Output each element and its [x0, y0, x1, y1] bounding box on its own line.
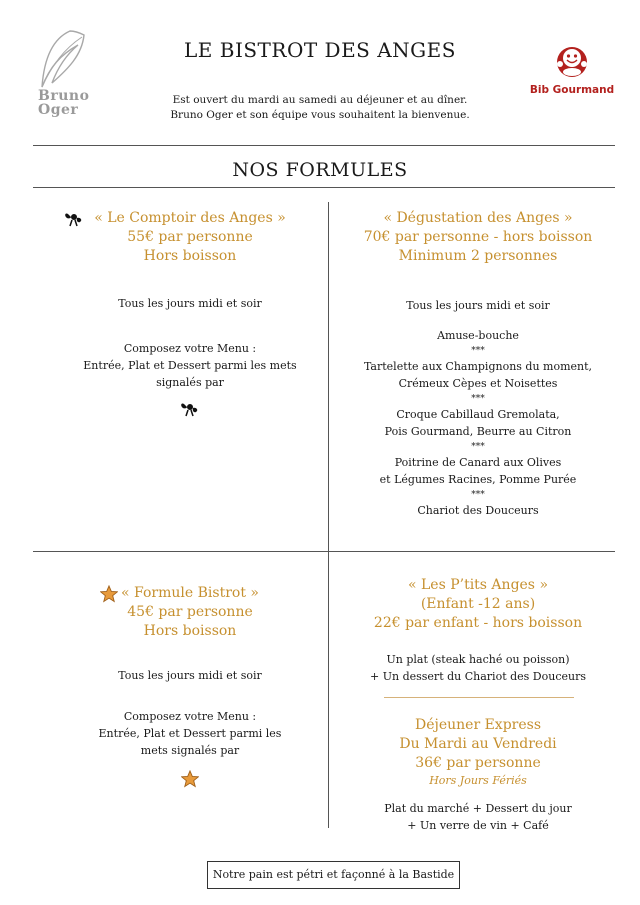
star-icon — [100, 585, 118, 603]
degustation-schedule: Tous les jours midi et soir — [406, 299, 550, 312]
course-3-line-1: Croque Cabillaud Gremolata, — [396, 408, 560, 421]
star-icon — [181, 770, 199, 788]
bib-gourmand-label: Bib Gourmand — [529, 84, 615, 96]
bistrot-name: « Formule Bistrot » — [121, 585, 259, 601]
bistrot-schedule: Tous les jours midi et soir — [118, 669, 262, 682]
comptoir-compose-line-1: Composez votre Menu : — [123, 342, 257, 355]
bistrot-marker — [40, 770, 340, 793]
course-separator: *** — [471, 394, 485, 404]
express-days: Du Mardi au Vendredi — [399, 736, 557, 752]
bistrot-compose — [40, 708, 340, 759]
section-title: NOS FORMULES — [232, 159, 408, 181]
course-2-line-1: Tartelette aux Champignons du moment, — [363, 360, 593, 373]
comptoir-compose — [40, 340, 340, 391]
express-desc-line-2: + Un verre de vin + Café — [407, 819, 549, 832]
bib-gourmand-badge — [522, 42, 622, 102]
express-name: Déjeuner Express — [414, 717, 542, 733]
restaurant-title: LE BISTROT DES ANGES — [184, 38, 456, 62]
formula-express — [330, 716, 626, 834]
formula-degustation — [330, 209, 626, 519]
comptoir-title-row — [40, 209, 340, 228]
course-4-line-1: Poitrine de Canard aux Olives — [394, 456, 562, 469]
course-3-line-2: Pois Gourmand, Beurre au Citron — [384, 425, 572, 438]
ptits-age: (Enfant -12 ans) — [420, 596, 536, 612]
rule-top — [33, 145, 615, 146]
degustation-courses — [330, 327, 626, 519]
course-1: Amuse-bouche — [437, 329, 519, 342]
formula-ptits-anges — [330, 576, 626, 685]
intro-line-1: Est ouvert du mardi au samedi au déjeuner et au dîner. — [172, 94, 468, 106]
ptits-name: « Les P’tits Anges » — [407, 577, 549, 593]
ptits-desc-line-1: Un plat (steak haché ou poisson) — [386, 653, 570, 666]
bread-note-box — [207, 861, 460, 889]
course-4-line-2: et Légumes Racines, Pomme Purée — [379, 473, 577, 486]
comptoir-schedule: Tous les jours midi et soir — [118, 297, 262, 310]
intro-text — [150, 93, 490, 123]
ptits-price: 22€ par enfant - hors boisson — [373, 615, 583, 631]
ptits-desc — [330, 651, 626, 685]
comptoir-marker — [40, 400, 340, 423]
bruno-oger-logo — [30, 25, 100, 125]
cherub-icon — [180, 400, 200, 418]
bistrot-compose-line-1: Composez votre Menu : — [123, 710, 257, 723]
formula-comptoir — [40, 209, 340, 423]
degustation-name: « Dégustation des Anges » — [383, 210, 573, 226]
express-price: 36€ par personne — [415, 755, 541, 771]
course-separator: *** — [471, 490, 485, 500]
feather-logo-icon — [30, 25, 100, 95]
degustation-price: 70€ par personne - hors boisson — [363, 229, 593, 245]
cherub-icon — [64, 210, 84, 228]
course-5: Chariot des Douceurs — [417, 504, 539, 517]
course-2-line-2: Crémeux Cèpes et Noisettes — [398, 377, 558, 390]
bistrot-compose-line-2: Entrée, Plat et Dessert parmi les — [98, 727, 282, 740]
bread-note: Notre pain est pétri et façonné à la Bastide — [212, 868, 455, 881]
comptoir-compose-line-3: signalés par — [156, 376, 224, 389]
express-note: Hors Jours Fériés — [429, 774, 527, 787]
divider-gold — [384, 697, 574, 698]
course-separator: *** — [471, 346, 485, 356]
express-desc-line-1: Plat du marché + Dessert du jour — [384, 802, 572, 815]
logo-line-1: Bruno — [38, 88, 90, 104]
rule-middle — [33, 551, 615, 552]
intro-line-2: Bruno Oger et son équipe vous souhaitent la bienvenue. — [170, 109, 470, 121]
formula-bistrot — [40, 584, 340, 793]
rule-under-title — [33, 187, 615, 188]
express-desc — [330, 800, 626, 834]
comptoir-note: Hors boisson — [143, 248, 237, 264]
bistrot-note: Hors boisson — [143, 623, 237, 639]
comptoir-compose-line-2: Entrée, Plat et Dessert parmi les mets — [83, 359, 297, 372]
course-separator: *** — [471, 442, 485, 452]
comptoir-name: « Le Comptoir des Anges » — [94, 210, 286, 226]
bibendum-icon — [522, 42, 622, 84]
logo-line-2: Oger — [38, 102, 79, 118]
ptits-desc-line-2: + Un dessert du Chariot des Douceurs — [370, 670, 586, 683]
bistrot-price: 45€ par personne — [127, 604, 253, 620]
logo-text — [38, 89, 89, 117]
bistrot-title-row — [40, 584, 340, 603]
bistrot-compose-line-3: mets signalés par — [140, 744, 240, 757]
degustation-note: Minimum 2 personnes — [398, 248, 558, 264]
comptoir-price: 55€ par personne — [127, 229, 253, 245]
